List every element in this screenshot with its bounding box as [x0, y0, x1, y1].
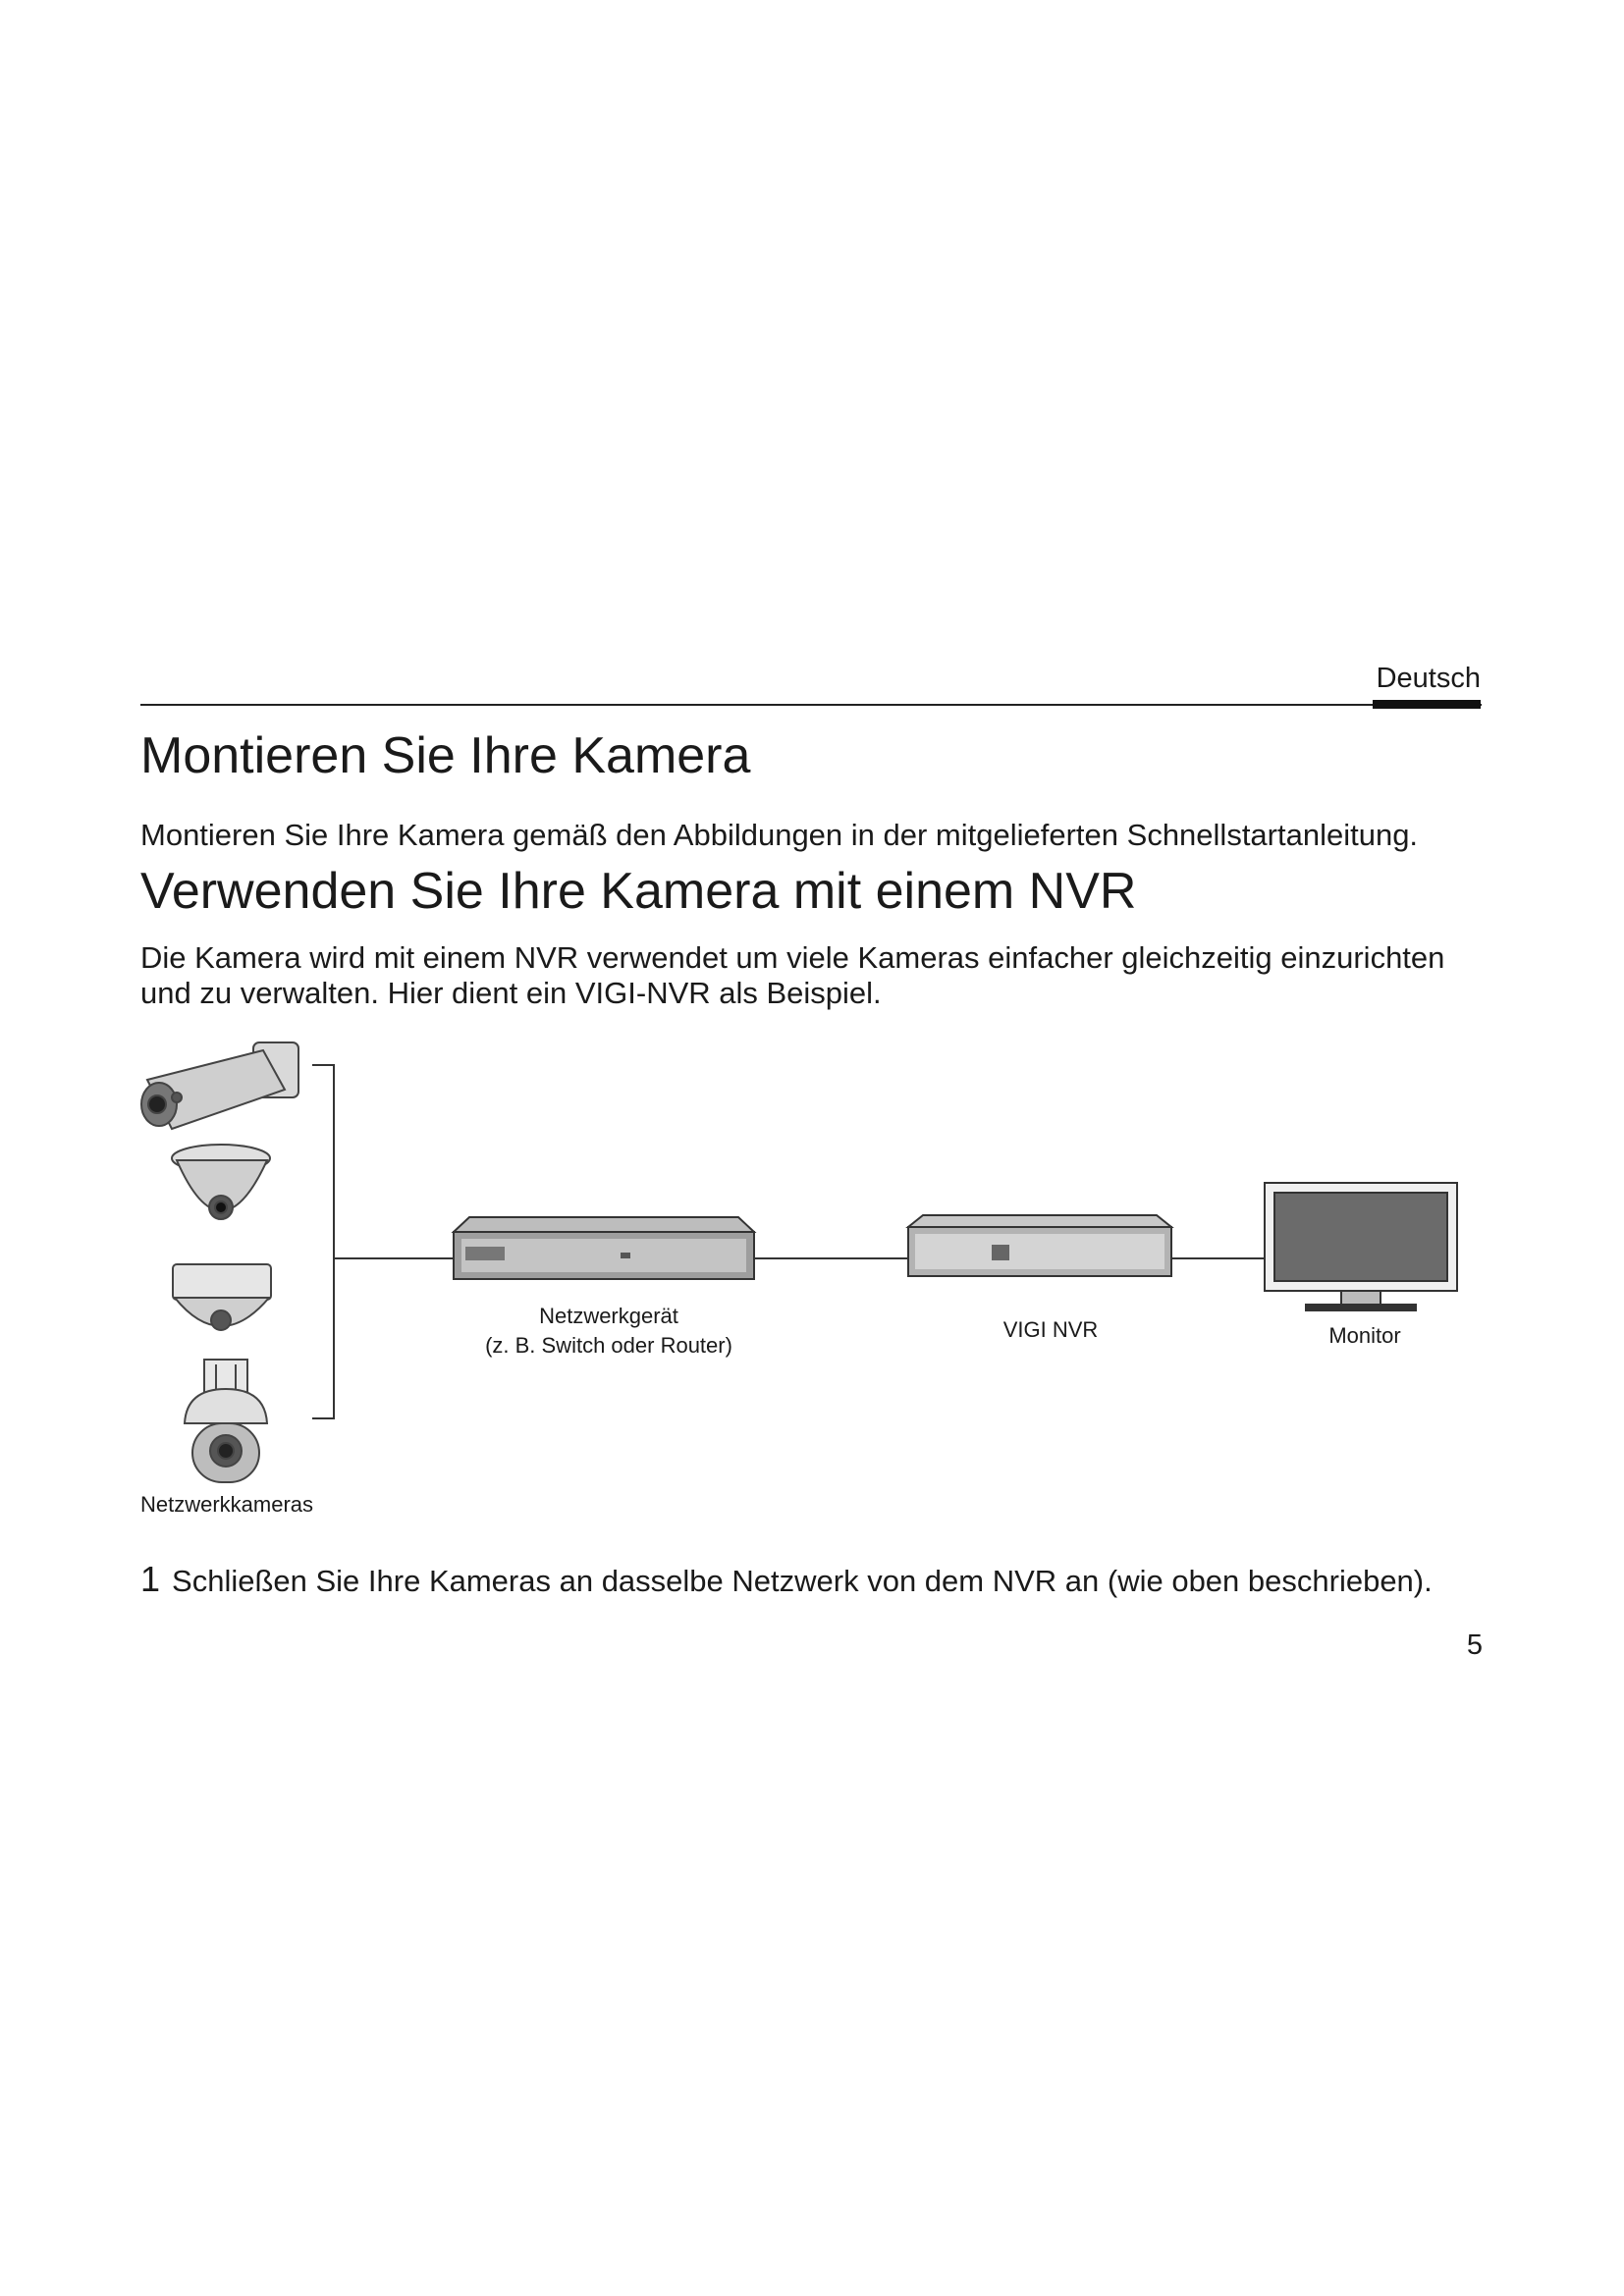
- dome-camera-icon: [172, 1145, 270, 1219]
- nvr-device-icon: [908, 1215, 1171, 1276]
- section-title-mount: Montieren Sie Ihre Kamera: [140, 727, 751, 784]
- language-label: Deutsch: [1376, 663, 1481, 694]
- network-device-label: Netzwerkgerät: [539, 1304, 678, 1328]
- step-text: Schließen Sie Ihre Kameras an dasselbe Netzwerk von dem NVR an (wie oben beschrieben).: [172, 1564, 1433, 1598]
- monitor-label: Monitor: [1328, 1323, 1401, 1348]
- network-cameras-label: Netzwerkkameras: [140, 1492, 314, 1517]
- network-diagram: [0, 1021, 1624, 1531]
- network-switch-icon: [454, 1217, 754, 1279]
- step-item: [140, 1559, 1433, 1600]
- section-body-mount: Montieren Sie Ihre Kamera gemäß den Abbildungen in der mitgelieferten Schnellstartanleitung.: [140, 818, 1419, 852]
- network-device-example-label: (z. B. Switch oder Router): [485, 1333, 732, 1358]
- turret-camera-icon: [173, 1264, 271, 1330]
- step-number: 1: [140, 1559, 161, 1599]
- nvr-label: VIGI NVR: [1002, 1317, 1099, 1342]
- ptz-camera-icon: [185, 1360, 267, 1482]
- page-number: 5: [1466, 1629, 1483, 1661]
- header-tab-marker: [1373, 700, 1481, 709]
- bullet-camera-icon: [141, 1042, 298, 1129]
- monitor-icon: [1265, 1183, 1457, 1310]
- section-body-nvr: Die Kamera wird mit einem NVR verwendet um viele Kameras einfacher gleichzeitig einzurichten und zu verwalten. Hier dient ein VIGI-NVR als Beispiel.: [140, 940, 1445, 1010]
- section-title-nvr: Verwenden Sie Ihre Kamera mit einem NVR: [140, 863, 1137, 920]
- header-rule: [140, 704, 1482, 706]
